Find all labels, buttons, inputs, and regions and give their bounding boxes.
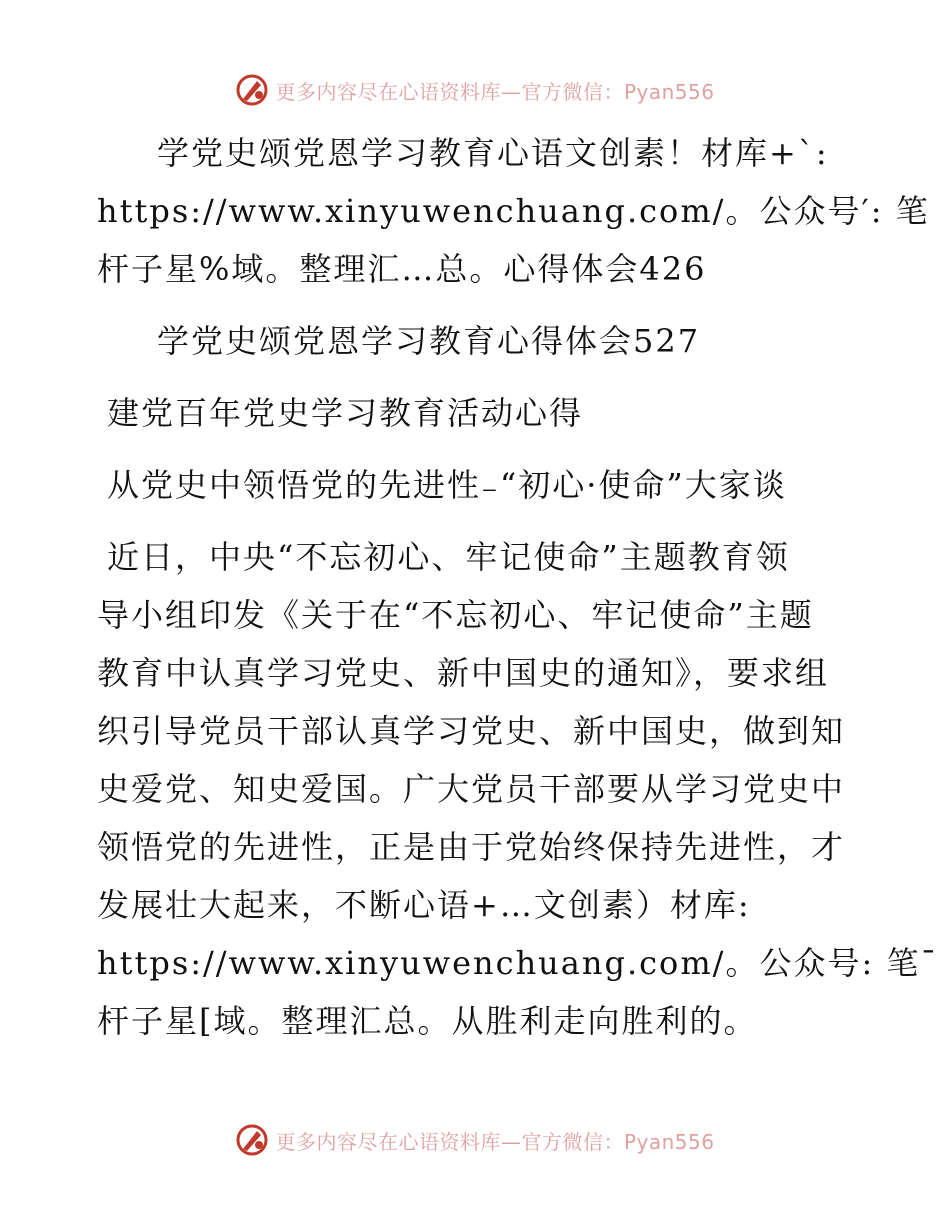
text-line: https://www.xinyuwenchuang.com/。公众号′: 笔 xyxy=(97,192,930,230)
watermark-footer xyxy=(0,1120,950,1160)
paragraph-line: 教育中认真学习党史、新中国史的通知》，要求组 xyxy=(97,654,830,692)
paragraph-line: 近日，中央“不忘初心、牢记使命”主题教育领 xyxy=(107,538,790,576)
paragraph-line: 史爱党、知史爱国。广大党员干部要从学习党史中 xyxy=(97,770,846,808)
watermark-header xyxy=(0,70,950,110)
document-body xyxy=(97,124,939,1050)
pen-logo-icon xyxy=(235,73,269,107)
watermark-text: 更多内容尽在心语资料库—官方微信：Pyan556 xyxy=(275,79,715,104)
paragraph-line: 导小组印发《关于在“不忘初心、牢记使命”主题 xyxy=(97,596,814,634)
paragraph-line: 领悟党的先进性，正是由于党始终保持先进性，才 xyxy=(97,828,846,866)
watermark-text: 更多内容尽在心语资料库—官方微信：Pyan556 xyxy=(275,1129,715,1154)
paragraph-line: 杆子星[域。整理汇总。从胜利走向胜利的。 xyxy=(97,1002,758,1040)
subtitle-line: 学党史颂党恩学习教育心得体会527 xyxy=(157,322,701,360)
paragraph-line: 织引导党员干部认真学习党史、新中国史，做到知 xyxy=(97,712,846,750)
pen-logo-icon xyxy=(235,1123,269,1157)
text-line: 学党史颂党恩学习教育心语文创素！材库+`: xyxy=(157,134,829,172)
text-line: 杆子星%域。整理汇…总。心得体会426 xyxy=(97,250,707,288)
heading-line: 从党史中领悟党的先进性₋“初心·使命”大家谈 xyxy=(107,466,787,504)
paragraph-line: 发展壮大起来，不断心语+…文创素）材库: xyxy=(97,886,751,924)
paragraph-line: https://www.xinyuwenchuang.com/。公众号: 笔¯ xyxy=(97,944,939,982)
heading-line: 建党百年党史学习教育活动心得 xyxy=(107,394,584,432)
